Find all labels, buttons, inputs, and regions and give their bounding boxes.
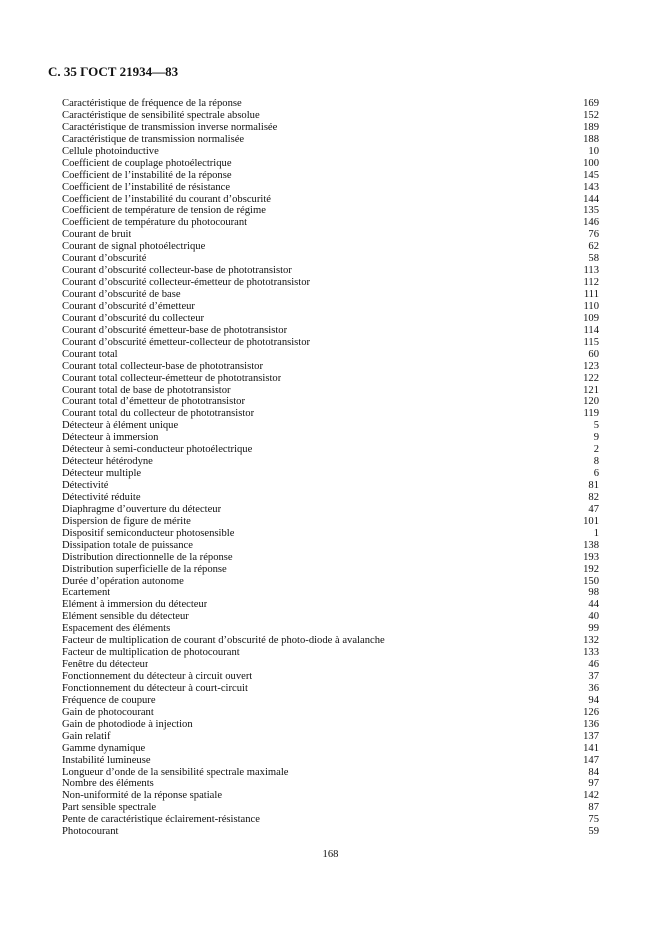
- index-term: Coefficient de l’instabilité du courant d’obscurité: [62, 193, 271, 205]
- index-entry: [62, 504, 599, 516]
- index-entry: [62, 516, 599, 528]
- index-page-ref: 136: [583, 718, 599, 730]
- index-term: Coefficient de température de tension de régime: [62, 205, 266, 217]
- index-page-ref: 114: [583, 324, 599, 336]
- index-entry: [62, 611, 599, 623]
- index-entry: [62, 802, 599, 814]
- index-page-ref: 6: [593, 468, 599, 480]
- index-page-ref: 119: [583, 408, 599, 420]
- index-entry: [62, 767, 599, 779]
- index-term: Dispositif semiconducteur photosensible: [62, 527, 235, 539]
- index-page-ref: 112: [583, 277, 599, 289]
- index-term: Gain de photocourant: [62, 706, 154, 718]
- index-entry: [62, 492, 599, 504]
- index-term: Caractéristique de fréquence de la réponse: [62, 98, 242, 109]
- index-page-ref: 137: [583, 730, 599, 742]
- index-page-ref: 40: [588, 611, 599, 623]
- index-term: Cellule photoinductive: [62, 145, 159, 157]
- index-term: Détecteur multiple: [62, 468, 142, 480]
- index-page-ref: 141: [583, 742, 599, 754]
- index-entry: [62, 349, 599, 361]
- index-entry: [62, 671, 599, 683]
- index-term: Dispersion de figure de mérite: [62, 515, 191, 527]
- index-page-ref: 99: [588, 623, 599, 635]
- index-page-ref: 100: [583, 157, 599, 169]
- index-term: Détecteur à immersion: [62, 432, 159, 444]
- index-page-ref: 135: [583, 205, 599, 217]
- index-entry: [62, 337, 599, 349]
- index-page-ref: 87: [588, 802, 599, 814]
- index-entry: [62, 229, 599, 241]
- index-page-ref: 113: [583, 265, 599, 277]
- index-page-ref: 169: [583, 98, 599, 109]
- index-entry: [62, 623, 599, 635]
- index-page-ref: 147: [583, 754, 599, 766]
- index-entry: [62, 194, 599, 206]
- index-term: Caractéristique de sensibilité spectrale absolue: [62, 109, 260, 121]
- index-entry: [62, 122, 599, 134]
- index-page-ref: 146: [583, 217, 599, 229]
- index-entry: [62, 217, 599, 229]
- index-page-ref: 58: [588, 253, 599, 265]
- index-term: Pente de caractéristique éclairement-résistance: [62, 814, 260, 826]
- index-entry: [62, 205, 599, 217]
- index-entry: [62, 599, 599, 611]
- index-entry: [62, 253, 599, 265]
- index-term: Courant total de base de phototransistor: [62, 384, 231, 396]
- index-term: Courant total collecteur-émetteur de phototransistor: [62, 372, 282, 384]
- index-entry: [62, 480, 599, 492]
- index-term: Fonctionnement du détecteur à circuit ouvert: [62, 671, 253, 682]
- index-page-ref: 111: [583, 289, 599, 300]
- index-page-ref: 123: [583, 360, 599, 372]
- index-page-ref: 81: [588, 480, 599, 491]
- index-page-ref: 62: [588, 241, 599, 253]
- index-page-ref: 9: [593, 432, 599, 444]
- index-page-ref: 188: [583, 133, 599, 145]
- index-entry: [62, 301, 599, 313]
- index-page-ref: 189: [583, 121, 599, 133]
- index-term: Courant de bruit: [62, 229, 132, 241]
- index-entry: [62, 659, 599, 671]
- index-entry: [62, 731, 599, 743]
- index-page-ref: 97: [588, 778, 599, 790]
- index-entry: [62, 134, 599, 146]
- page-header: С. 35 ГОСТ 21934—83: [48, 64, 179, 79]
- index-page-ref: 36: [588, 682, 599, 694]
- index-entry: [62, 241, 599, 253]
- index-entry: [62, 719, 599, 731]
- index-entry: [62, 814, 599, 826]
- index-page-ref: 60: [588, 348, 599, 360]
- index-term: Photocourant: [62, 826, 119, 838]
- index-term: Caractéristique de transmission inverse normalisée: [62, 121, 278, 133]
- index-page-ref: 37: [588, 671, 599, 682]
- index-page-ref: 144: [583, 193, 599, 205]
- index-term: Courant de signal photoélectrique: [62, 241, 206, 253]
- index-term: Détectivité réduite: [62, 491, 141, 503]
- index-page-ref: 120: [583, 396, 599, 408]
- index-entry: [62, 683, 599, 695]
- index-entry: [62, 182, 599, 194]
- index-entry: [62, 313, 599, 325]
- index-page-ref: 192: [583, 563, 599, 575]
- index-term: Nombre des éléments: [62, 778, 154, 790]
- index-entry: [62, 373, 599, 385]
- index-term: Ecartement: [62, 587, 111, 599]
- index-term: Courant d’obscurité: [62, 253, 147, 265]
- index-entry: [62, 277, 599, 289]
- index-page-ref: 133: [583, 647, 599, 659]
- index-entry: [62, 325, 599, 337]
- index-page-ref: 122: [583, 372, 599, 384]
- index-page-ref: 132: [583, 635, 599, 647]
- index-page-ref: 150: [583, 575, 599, 587]
- index-page-ref: 8: [593, 456, 599, 468]
- index-term: Courant total collecteur-base de phototransistor: [62, 360, 264, 372]
- index-page-ref: 145: [583, 169, 599, 181]
- index-term: Courant total du collecteur de phototransistor: [62, 408, 255, 420]
- index-term: Coefficient de température du photocourant: [62, 217, 248, 229]
- index-term: Part sensible spectrale: [62, 802, 157, 814]
- index-page-ref: 46: [588, 659, 599, 671]
- index-term: Détecteur à semi-conducteur photoélectrique: [62, 444, 253, 456]
- term-index: [62, 98, 599, 838]
- index-entry: [62, 265, 599, 277]
- index-term: Gamme dynamique: [62, 742, 146, 754]
- index-term: Fréquence de coupure: [62, 694, 156, 706]
- index-entry: [62, 647, 599, 659]
- index-term: Elément sensible du détecteur: [62, 611, 189, 623]
- index-term: Facteur de multiplication de courant d’obscurité de photo-diode à avalanche: [62, 635, 385, 647]
- index-page-ref: 82: [588, 491, 599, 503]
- index-page-ref: 10: [588, 145, 599, 157]
- index-term: Courant d’obscurité collecteur-émetteur de phototransistor: [62, 277, 311, 289]
- index-page-ref: 101: [583, 515, 599, 527]
- index-term: Coefficient de couplage photoélectrique: [62, 157, 232, 169]
- index-page-ref: 138: [583, 539, 599, 551]
- index-entry: [62, 635, 599, 647]
- index-page-ref: 126: [583, 706, 599, 718]
- index-term: Courant total d’émetteur de phototransistor: [62, 396, 245, 408]
- index-term: Gain de photodiode à injection: [62, 718, 193, 730]
- index-entry: [62, 408, 599, 420]
- index-entry: [62, 432, 599, 444]
- index-entry: [62, 170, 599, 182]
- index-page-ref: 121: [583, 384, 599, 396]
- index-entry: [62, 826, 599, 838]
- index-entry: [62, 361, 599, 373]
- index-page-ref: 5: [593, 420, 599, 432]
- index-term: Courant d’obscurité émetteur-base de phototransistor: [62, 324, 288, 336]
- index-page-ref: 59: [588, 826, 599, 838]
- index-term: Dissipation totale de puissance: [62, 539, 193, 551]
- index-term: Espacement des éléments: [62, 623, 171, 635]
- index-term: Gain relatif: [62, 730, 111, 742]
- index-page-ref: 2: [593, 444, 599, 456]
- index-term: Courant d’obscurité de base: [62, 289, 181, 300]
- index-term: Coefficient de l’instabilité de la réponse: [62, 169, 232, 181]
- index-term: Coefficient de l’instabilité de résistance: [62, 181, 231, 193]
- index-term: Détecteur hétérodyne: [62, 456, 153, 468]
- index-entry: [62, 743, 599, 755]
- index-term: Fenêtre du détecteur: [62, 659, 149, 671]
- index-entry: [62, 576, 599, 588]
- index-page-ref: 75: [588, 814, 599, 826]
- index-page-ref: 47: [588, 503, 599, 515]
- index-term: Distribution directionnelle de la réponse: [62, 551, 233, 563]
- index-term: Instabilité lumineuse: [62, 754, 151, 766]
- index-page-ref: 84: [588, 766, 599, 778]
- index-term: Longueur d’onde de la sensibilité spectrale maximale: [62, 766, 289, 778]
- index-term: Courant total: [62, 348, 118, 360]
- index-page-ref: 109: [583, 312, 599, 324]
- index-term: Distribution superficielle de la réponse: [62, 563, 227, 575]
- index-entry: [62, 564, 599, 576]
- index-entry: [62, 755, 599, 767]
- index-term: Courant d’obscurité émetteur-collecteur de phototransistor: [62, 336, 311, 348]
- index-page-ref: 76: [588, 229, 599, 241]
- index-entry: [62, 540, 599, 552]
- index-entry: [62, 456, 599, 468]
- index-term: Fonctionnement du détecteur à court-circuit: [62, 682, 248, 694]
- index-page-ref: 98: [588, 587, 599, 599]
- index-entry: [62, 289, 599, 301]
- index-entry: [62, 98, 599, 110]
- index-entry: [62, 587, 599, 599]
- index-entry: [62, 790, 599, 802]
- index-term: Diaphragme d’ouverture du détecteur: [62, 503, 222, 515]
- index-term: Détecteur à élément unique: [62, 420, 179, 432]
- index-entry: [62, 468, 599, 480]
- index-page-ref: 142: [583, 790, 599, 802]
- index-entry: [62, 707, 599, 719]
- index-entry: [62, 695, 599, 707]
- index-entry: [62, 385, 599, 397]
- index-term: Elément à immersion du détecteur: [62, 599, 208, 611]
- index-entry: [62, 420, 599, 432]
- index-term: Caractéristique de transmission normalisée: [62, 133, 245, 145]
- index-page-ref: 115: [583, 336, 599, 348]
- index-entry: [62, 158, 599, 170]
- page-number: 168: [322, 849, 339, 860]
- index-entry: [62, 552, 599, 564]
- index-entry: [62, 110, 599, 122]
- index-entry: [62, 528, 599, 540]
- index-entry: [62, 146, 599, 158]
- index-term: Non-uniformité de la réponse spatiale: [62, 790, 223, 802]
- index-page-ref: 94: [588, 694, 599, 706]
- index-page-ref: 1: [593, 527, 599, 539]
- index-term: Facteur de multiplication de photocourant: [62, 647, 240, 659]
- index-page-ref: 152: [583, 109, 599, 121]
- index-term: Courant d’obscurité du collecteur: [62, 312, 205, 324]
- index-page-ref: 193: [583, 551, 599, 563]
- index-page-ref: 44: [588, 599, 599, 611]
- index-term: Durée d’opération autonome: [62, 575, 184, 587]
- index-page-ref: 143: [583, 181, 599, 193]
- index-entry: [62, 396, 599, 408]
- index-entry: [62, 778, 599, 790]
- index-term: Courant d’obscurité d’émetteur: [62, 300, 195, 312]
- index-term: Courant d’obscurité collecteur-base de phototransistor: [62, 265, 292, 277]
- index-entry: [62, 444, 599, 456]
- index-page-ref: 110: [583, 300, 599, 312]
- index-term: Détectivité: [62, 480, 109, 491]
